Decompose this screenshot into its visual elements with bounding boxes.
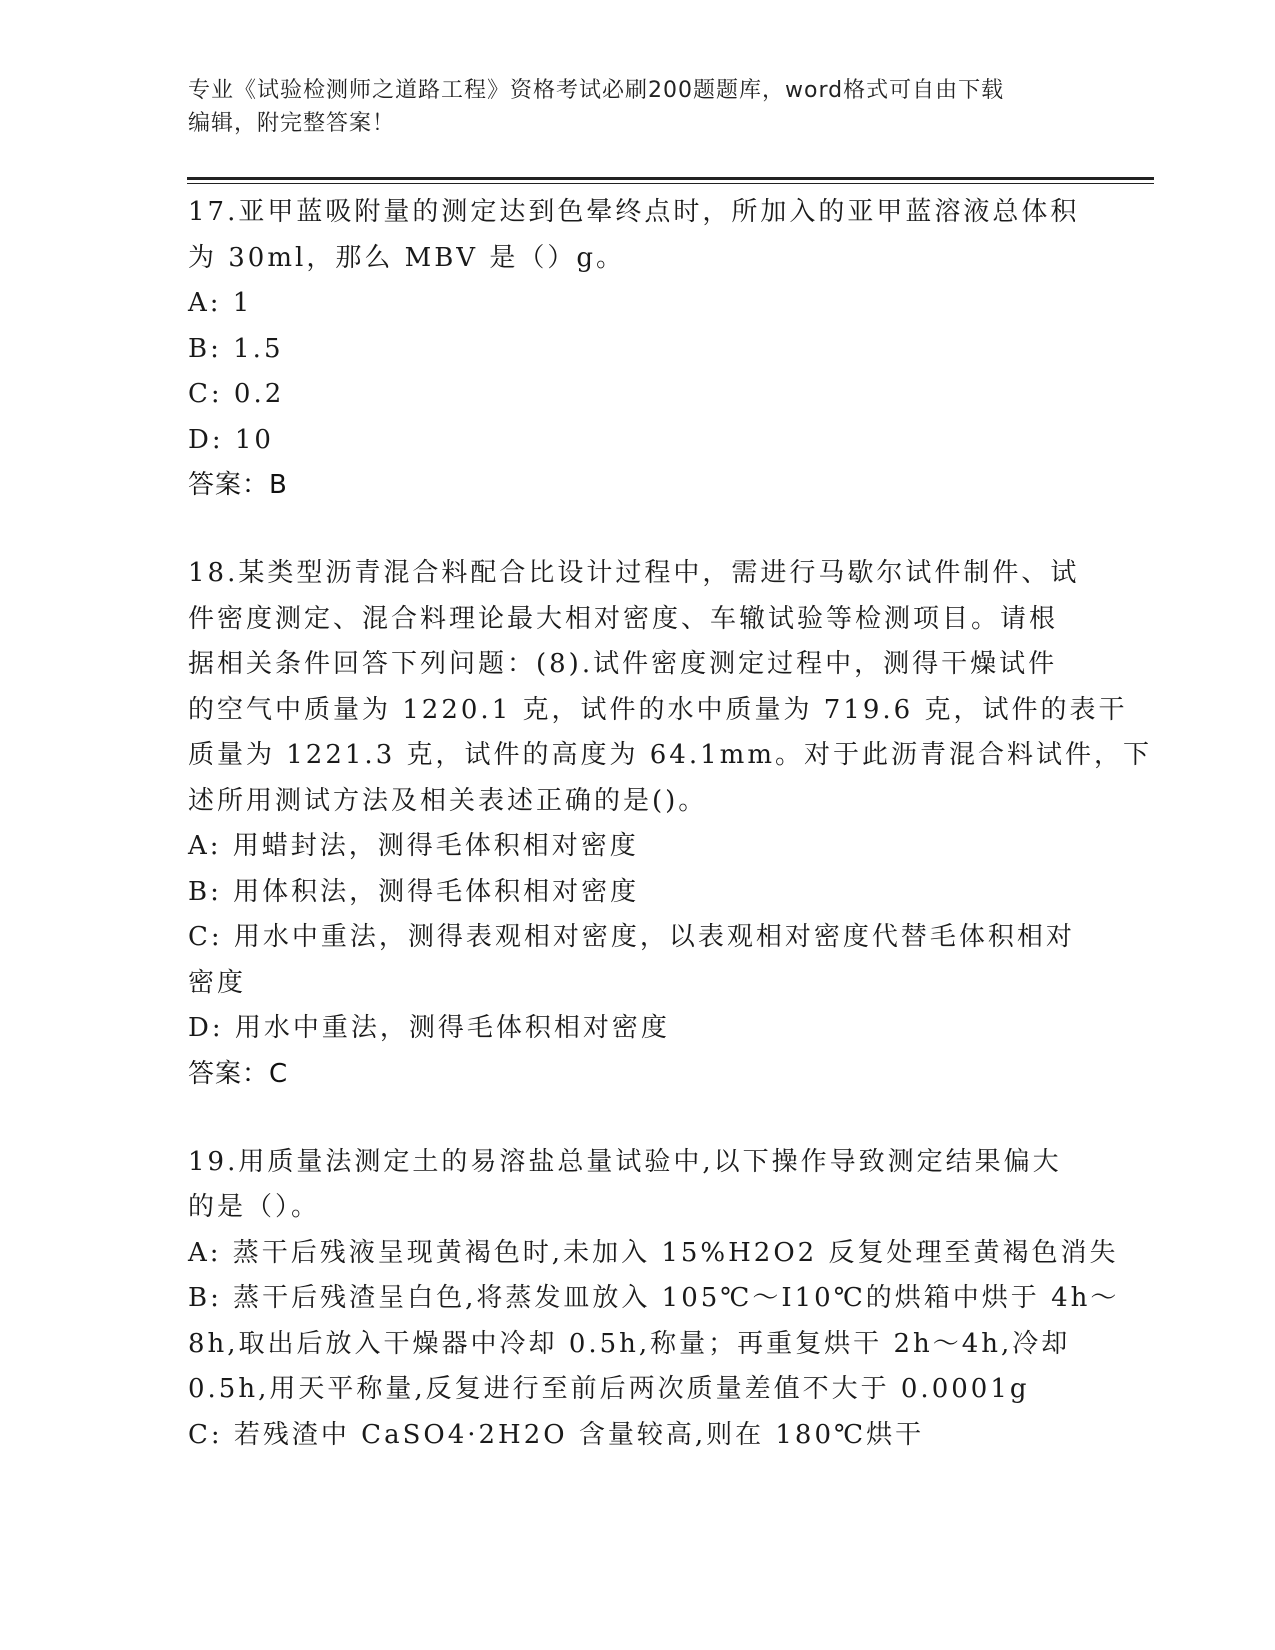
document-header <box>188 74 1068 140</box>
option-c: C: 若残渣中 CaSO4·2H2O 含量较高,则在 180℃烘干 <box>188 1419 925 1450</box>
option-a: A: 1 <box>188 288 253 318</box>
option-d: D: 10 <box>188 424 274 455</box>
question-stem-line: 件密度测定、混合料理论最大相对密度、车辙试验等检测项目。请根 <box>188 603 1059 634</box>
question-stem-line: 的是（）。 <box>188 1192 321 1222</box>
option-b: B: 1.5 <box>188 333 284 364</box>
question-stem-line: 为 30ml，那么 MBV 是（）g。 <box>188 242 625 273</box>
question-stem-line: 18.某类型沥青混合料配合比设计过程中，需进行马歇尔试件制件、试 <box>188 558 1080 588</box>
header-line-1: 专业《试验检测师之道路工程》资格考试必刷200题题库，word格式可自由下载 <box>188 78 1005 103</box>
question-stem-line: 的空气中质量为 1220.1 克，试件的水中质量为 719.6 克，试件的表干 <box>188 694 1128 725</box>
answer-label: 答案：B <box>188 470 288 500</box>
question-stem-line: 19.用质量法测定土的易溶盐总量试验中,以下操作导致测定结果偏大 <box>188 1146 1062 1177</box>
question-stem-line: 据相关条件回答下列问题：(8).试件密度测定过程中，测得干燥试件 <box>188 649 1058 679</box>
option-c-continued: 密度 <box>188 967 247 998</box>
question-spacer <box>188 1097 1088 1140</box>
question-stem-line: 17.亚甲蓝吸附量的测定达到色晕终点时，所加入的亚甲蓝溶液总体积 <box>188 197 1080 227</box>
question-18 <box>188 551 1152 1097</box>
header-rule-thick <box>187 177 1154 180</box>
option-b: B: 蒸干后残渣呈白色,将蒸发皿放入 105℃～I10℃的烘箱中烘于 4h～ <box>188 1283 1120 1313</box>
question-spacer <box>188 508 1088 551</box>
question-17 <box>188 190 1088 508</box>
option-b-continued: 8h,取出后放入干燥器中冷却 0.5h,称量；再重复烘干 2h～4h,冷却 <box>188 1328 1071 1359</box>
question-list <box>188 190 1152 1458</box>
header-rule-thin <box>187 183 1154 184</box>
option-a: A: 蒸干后残液呈现黄褐色时,未加入 15%H2O2 反复处理至黄褐色消失 <box>188 1237 1119 1268</box>
question-19 <box>188 1140 1120 1459</box>
header-line-2: 编辑，附完整答案！ <box>188 111 396 136</box>
question-stem-line: 质量为 1221.3 克，试件的高度为 64.1mm。对于此沥青混合料试件，下 <box>188 740 1152 770</box>
option-b-continued: 0.5h,用天平称量,反复进行至前后两次质量差值不大于 0.0001g <box>188 1374 1030 1404</box>
option-a: A: 用蜡封法，测得毛体积相对密度 <box>188 831 639 861</box>
question-stem-line: 述所用测试方法及相关表述正确的是()。 <box>188 785 708 816</box>
option-b: B: 用体积法，测得毛体积相对密度 <box>188 876 640 907</box>
answer-label: 答案：C <box>188 1058 289 1089</box>
option-c: C: 用水中重法，测得表观相对密度，以表观相对密度代替毛体积相对 <box>188 922 1075 952</box>
option-c: C: 0.2 <box>188 379 285 409</box>
option-d: D: 用水中重法，测得毛体积相对密度 <box>188 1013 670 1043</box>
